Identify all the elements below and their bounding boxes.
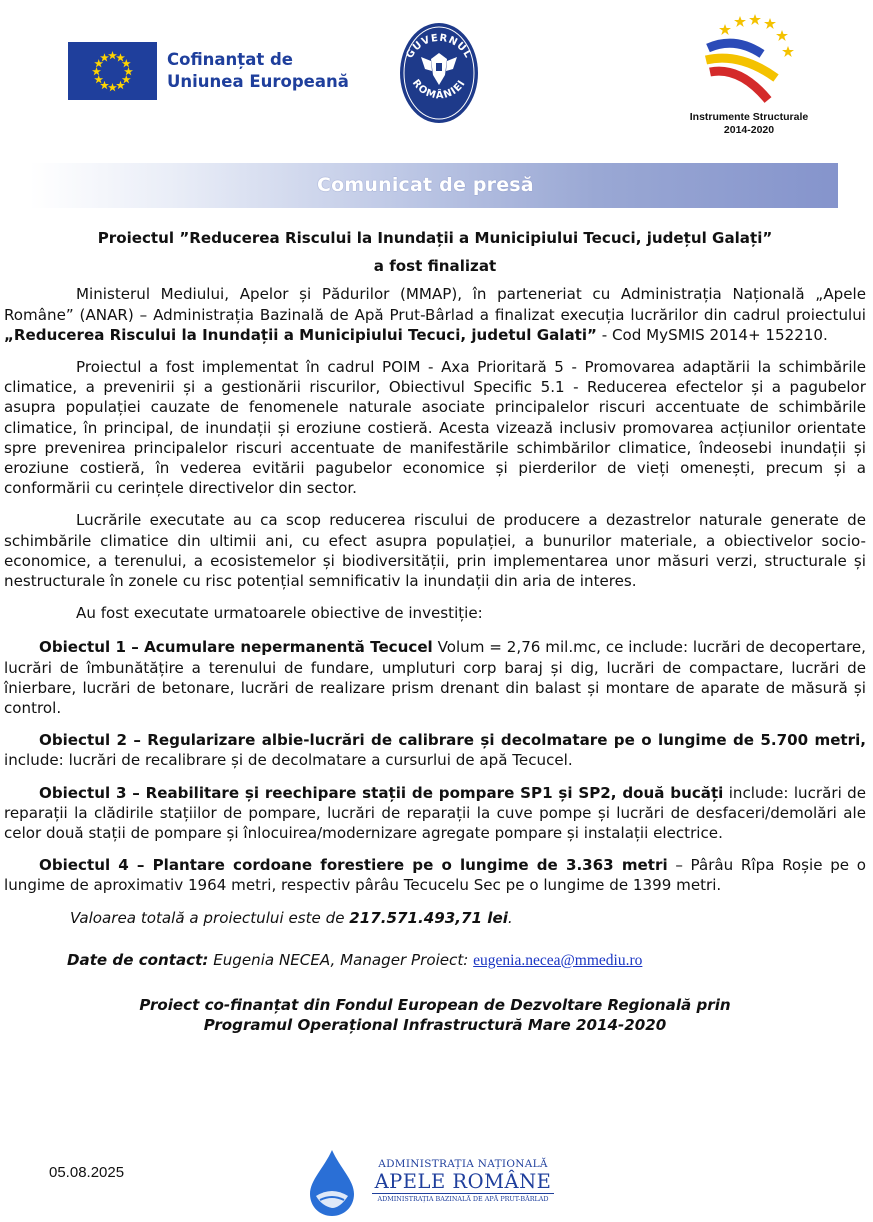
cofinancing-statement [4, 995, 866, 1035]
paragraph-intro [4, 284, 866, 345]
p1-project-name: „Reducerea Riscului la Inundații a Municipiului Tecuci, judetul Galati” [4, 325, 597, 344]
p1-text-a: Ministerul Mediului, Apelor și Pădurilor (MMAP), în parteneriat cu Administrația Națională „Apele Române” (ANAR) – Administrația Bazinală de Apă Prut-Bârlad a finalizat execuția lucrărilor din cadrul proiectului [4, 285, 866, 324]
seal-bottom-text: ROMÂNIEI [409, 77, 469, 102]
eu-flag-icon [68, 42, 157, 100]
eu-cofinancing-logo [68, 42, 349, 100]
project-value [70, 908, 866, 928]
is-line2: 2014-2020 [723, 124, 775, 136]
is-line1: Instrumente Structurale [689, 111, 809, 123]
press-release-body [4, 228, 866, 1036]
value-label: Valoarea totală a proiectului este de [70, 908, 350, 927]
document-date: 05.08.2025 [49, 1164, 125, 1181]
contact-line [67, 950, 866, 971]
objective-3-text: include: lucrări de reparații la clădirile stațiilor de pompare, lucrări de reparații la cuve pompe și lucrări de desfaceri/demolări ale celor două stații de pompare și înlocuirea/modernizare agregate pompare și instalații electrice. [4, 783, 866, 843]
doc-title-line2: a fost finalizat [373, 257, 497, 276]
objective-4-text: – Pârâu Rîpa Roșie pe o lungime de aproximativ 1964 metri, respectiv pârâu Tecucelu Sec pe o lungime de 1399 metri. [4, 856, 866, 895]
value-end: . [507, 908, 513, 927]
value-amount: 217.571.493,71 lei [349, 908, 508, 927]
objective-1 [4, 637, 866, 718]
government-seal-logo [399, 17, 479, 125]
water-drop-icon [302, 1148, 362, 1218]
cofin-line2: Programul Operațional Infrastructură Mare 2014-2020 [203, 1016, 667, 1035]
anar-logo-text [368, 1158, 558, 1204]
seal-top-text: GUVERNUL [404, 32, 474, 61]
p1-text-b: - Cod MySMIS 2014+ 152210. [596, 325, 828, 344]
eu-line2: Uniunea Europeană [167, 72, 349, 91]
cofin-line1: Proiect co-finanțat din Fondul European de Dezvoltare Regională prin [139, 996, 731, 1015]
contact-text: Eugenia NECEA, Manager Proiect: [208, 950, 474, 969]
anar-line3: ADMINISTRAȚIA BAZINALĂ DE APĂ PRUT-BÂRLAD [372, 1193, 554, 1204]
anar-line2: APELE ROMÂNE [374, 1170, 552, 1193]
objective-4-title: Obiectul 4 – Plantare cordoane forestiere pe o lungime de 3.363 metri [39, 856, 668, 875]
objective-1-title: Obiectul 1 – Acumulare nepermanentă Tecucel [39, 638, 433, 657]
objective-2-title: Obiectul 2 – Regularizare albie-lucrări de calibrare și decolmatare pe o lungime de 5.700 metri, [39, 731, 866, 750]
doc-title-line1: Proiectul ”Reducerea Riscului la Inundații a Municipiului Tecuci, județul Galați” [97, 229, 773, 247]
structural-instruments-label [676, 111, 822, 137]
anar-line1: ADMINISTRAȚIA NAȚIONALĂ [378, 1158, 548, 1170]
objective-1-text: Volum = 2,76 mil.mc, ce include: lucrări de decopertare, lucrări de îmbunătățire a terenului de fundare, umpluturi corp baraj și dig, lucrări de compactare, lucrări de înierbare, lucrări de betonare, lucrări de realizare prism drenant din balast și montare de aparate de măsură și control. [4, 638, 866, 718]
objective-3-title: Obiectul 3 – Reabilitare și reechipare stații de pompare SP1 și SP2, două bucăți [39, 783, 724, 802]
objective-3 [4, 783, 866, 844]
eu-cofinancing-text [167, 49, 349, 93]
eu-line1: Cofinanțat de [167, 50, 293, 69]
objective-4 [4, 855, 866, 895]
banner-title: Comunicat de presă [317, 174, 534, 196]
objective-2 [4, 730, 866, 770]
paragraph-objectives-intro: Au fost executate urmatoarele obiective de investiție: [76, 604, 483, 623]
paragraph-implementation: Proiectul a fost implementat în cadrul POIM - Axa Prioritară 5 - Promovarea adaptării la schimbările climatice, a prevenirii și a gestionării riscurilor, Obiectivul Specific 5.1 - Reducerea efectelor și a pagubelor asupra populației cauzate de fenomenele naturale asociate principalelor riscuri accentuate de schimbările climatice, în principal, de inundații și eroziune costieră. Acesta vizează inclusiv promovarea acțiunilor orientate spre prevenirea principalelor riscuri accentuate de manifestările schimbărilor climatice, îndeosebi inundații și eroziune costieră, în vederea evitării pagubelor economice și pierderilor de vieți omenești, precum și a conformării cu cerințele directivelor din sector. [4, 358, 866, 498]
paragraph-works: Lucrările executate au ca scop reducerea riscului de producere a dezastrelor naturale generate de schimbările climatice din ultimii ani, cu efect asupra populației, a bunurilor materiale, a obiectivelor socio-economice, a terenului, a ecosistemelor și biodiversității, prin implementarea unor măsuri verzi, structurale și nestructurale în zonele cu risc potențial semnificativ la inundații din aria de interes. [4, 511, 866, 591]
objective-2-text: include: lucrări de recalibrare și de decolmatare a cursurlui de apă Tecucel. [4, 751, 573, 770]
contact-email-link[interactable]: eugenia.necea@mmediu.ro [473, 951, 643, 969]
contact-label: Date de contact: [67, 950, 209, 969]
